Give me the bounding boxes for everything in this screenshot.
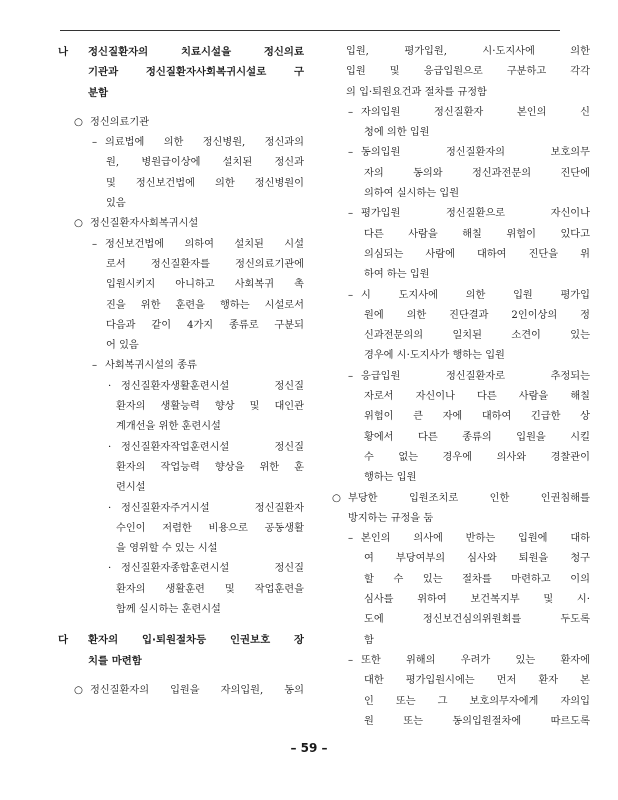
right-line [344, 570, 590, 590]
left-line [58, 153, 304, 173]
right-line-text: 입원, 평가입원, 시·도지사에 의한 [346, 46, 590, 57]
right-line [344, 448, 590, 468]
right-line-text: 대한 평가입원시에는 먼저 환자 본 [364, 675, 590, 687]
left-line [58, 356, 304, 376]
right-line-text: 입원 및 응급입원으로 구분하고 각각 [346, 66, 590, 78]
left-line [58, 681, 304, 701]
right-line [344, 468, 590, 488]
left-line [58, 499, 304, 519]
right-line-text: 하여 하는 입원 [364, 269, 430, 281]
left-line [58, 42, 304, 62]
right-line [344, 407, 590, 427]
left-line [58, 630, 304, 650]
right-line-marker: – [348, 208, 354, 220]
left-line-marker: · [108, 441, 112, 453]
left-line-marker: – [92, 137, 98, 149]
right-line [344, 326, 590, 346]
right-line-text: 원 또는 동의입원절차에 따르도록 [364, 715, 590, 727]
left-line-marker: · [108, 563, 112, 575]
left-line-text: 기관과 정신질환자사회복귀시설로 구 [88, 66, 304, 79]
right-line [344, 143, 590, 163]
right-line-text: 시 도지사에 의한 입원 평가입 [361, 289, 590, 301]
left-line-text: 로서 정신질환자를 정신의료기관에 [106, 258, 304, 270]
left-line [58, 651, 304, 671]
left-line-text: 어 있음 [106, 340, 139, 352]
left-line-text: 진을 위한 훈련을 행하는 시설로서 [106, 299, 304, 311]
right-line-text: 응급입원 정신질환자로 추정되는 [361, 370, 590, 382]
left-line-marker: · [108, 502, 112, 514]
right-line [344, 367, 590, 387]
right-line-text: 동의입원 정신질환자의 보호의무 [361, 147, 590, 159]
left-line [58, 458, 304, 478]
right-line [344, 529, 590, 549]
right-line-text: 부당한 입원조치로 인한 인권침해를 [348, 492, 590, 504]
left-line [58, 600, 304, 620]
right-line-text: 인 또는 그 보호의무자에게 자의입 [364, 695, 590, 707]
left-line [58, 275, 304, 295]
right-line-text: 황에서 다른 종류의 입원을 시킬 [364, 431, 590, 443]
right-line [344, 549, 590, 569]
left-line-marker: ○ [74, 116, 83, 128]
left-column [58, 42, 304, 701]
right-line-text: 할 수 있는 절차를 마련하고 이의 [364, 573, 590, 585]
right-line-text: 의하여 실시하는 입원 [364, 188, 460, 200]
right-line-text: 위험이 큰 자에 대하여 긴급한 상 [364, 411, 590, 423]
left-line-text: 및 정신보건법에 의한 정신병원이 [106, 177, 304, 189]
left-line-text: 정신질환자종합훈련시설 정신질 [121, 563, 304, 575]
left-line [58, 559, 304, 579]
left-line [58, 417, 304, 437]
left-line-text: 정신질환자작업훈련시설 정신질 [121, 441, 304, 453]
header-rule [60, 30, 560, 31]
left-line-text: 의료법에 의한 정신병원, 정신과의 [105, 137, 304, 149]
right-line-text: 도에 정신보건심의위원회를 두도록 [364, 614, 590, 626]
right-line-marker: – [348, 370, 354, 382]
left-line-text: 련시설 [116, 482, 146, 494]
left-line-text: 분함 [88, 86, 109, 99]
left-line-text: 을 영위할 수 있는 시설 [116, 543, 218, 555]
right-line-text: 의 입·퇴원요건과 절차를 규정함 [346, 86, 487, 98]
left-line-marker: – [92, 238, 98, 250]
left-line [58, 438, 304, 458]
right-line [344, 103, 590, 123]
left-line-text: 치를 마련함 [88, 654, 142, 667]
left-line-text: 환자의 작업능력 향상을 위한 훈 [116, 461, 304, 473]
left-line [58, 519, 304, 539]
right-line [344, 42, 590, 62]
right-line-text: 자의 동의와 정신과전문의 진단에 [364, 167, 590, 179]
left-line-marker: – [92, 360, 98, 372]
left-line-marker: 다 [58, 634, 69, 647]
right-line-text: 여 부당여부의 심사와 퇴원을 청구 [364, 553, 590, 565]
left-line-text: 정신의료기관 [90, 116, 150, 128]
left-line-text: 정신질환자생활훈련시설 정신질 [121, 380, 304, 392]
left-line [58, 296, 304, 316]
page-number: – 59 – [290, 741, 328, 755]
left-line [58, 397, 304, 417]
right-line-text: 본인의 의사에 반하는 입원에 대하 [361, 533, 590, 545]
left-line [58, 255, 304, 275]
right-line-text: 자의입원 정신질환자 본인의 신 [361, 106, 590, 118]
right-line [344, 123, 590, 143]
right-line-text: 다른 사람을 해칠 위험이 있다고 [364, 228, 590, 240]
right-line [344, 428, 590, 448]
right-column [332, 42, 590, 732]
left-line [58, 174, 304, 194]
right-line-text: 심사를 위하여 보건복지부 및 시· [364, 594, 590, 606]
left-line [58, 62, 304, 82]
left-line-marker: ○ [74, 218, 83, 230]
left-line [58, 113, 304, 133]
right-line [344, 245, 590, 265]
right-line [344, 62, 590, 82]
left-line [58, 336, 304, 356]
left-line-text: 정신질환자의 입원을 자의입원, 동의 [90, 684, 304, 696]
right-line [344, 83, 590, 103]
left-line [58, 539, 304, 559]
right-line-text: 경우에 시·도지사가 행하는 입원 [364, 350, 505, 362]
left-line-text: 입원시키지 아니하고 사회복귀 촉 [106, 279, 304, 291]
right-line-marker: – [348, 654, 354, 666]
right-line-marker: ○ [332, 492, 341, 504]
left-line-text: 함께 실시하는 훈련시설 [116, 604, 221, 616]
left-line-text: 사회복귀시설의 종류 [105, 360, 197, 372]
left-line-text: 환자의 생활능력 향상 및 대인관 [116, 401, 304, 413]
right-line [344, 590, 590, 610]
left-line [58, 133, 304, 153]
right-line [332, 489, 590, 509]
right-line [344, 184, 590, 204]
left-line-text: 환자의 생활훈련 및 작업훈련을 [116, 583, 304, 595]
left-line-marker: · [108, 380, 112, 392]
right-line [344, 712, 590, 732]
left-line-text: 수인이 저렴한 비용으로 공동생활 [116, 522, 304, 534]
right-line-text: 청에 의한 입원 [364, 127, 430, 139]
left-line [58, 478, 304, 498]
right-line [344, 225, 590, 245]
right-line-marker: – [348, 289, 354, 301]
left-line [58, 194, 304, 214]
right-line [344, 509, 590, 529]
right-line-text: 함 [364, 634, 374, 646]
right-line-text: 의심되는 사람에 대하여 진단을 위 [364, 248, 590, 260]
right-line-marker: – [348, 106, 354, 118]
right-line [344, 651, 590, 671]
left-line-text: 원, 병원급이상에 설치된 정신과 [106, 157, 304, 169]
right-line [344, 286, 590, 306]
left-line-marker: 나 [58, 46, 69, 58]
right-line [344, 204, 590, 224]
left-line [58, 214, 304, 234]
right-line [344, 631, 590, 651]
right-line [344, 346, 590, 366]
right-line-text: 또한 위해의 우려가 있는 환자에 [361, 654, 590, 666]
right-line-text: 자로서 자신이나 다른 사람을 해칠 [364, 391, 590, 403]
right-line [344, 265, 590, 285]
right-line [344, 164, 590, 184]
left-line-text: 정신질환자주거시설 정신질환자 [121, 502, 304, 514]
right-line [344, 671, 590, 691]
left-line-text: 있음 [106, 198, 126, 210]
left-line-text: 환자의 입·퇴원절차등 인권보호 장 [88, 634, 304, 647]
left-line [58, 580, 304, 600]
right-line-text: 평가입원 정신질환으로 자신이나 [361, 208, 590, 220]
left-line [58, 316, 304, 336]
left-line-text: 정신질환자사회복귀시설 [90, 218, 199, 230]
right-line [344, 692, 590, 712]
right-line [344, 610, 590, 630]
left-line [58, 83, 304, 103]
right-line-text: 신과전문의의 일치된 소견이 있는 [364, 330, 590, 342]
right-line-text: 행하는 입원 [364, 472, 417, 484]
left-line-text: 정신보건법에 의하여 설치된 시설 [105, 238, 304, 250]
right-line-marker: – [348, 147, 354, 159]
left-line-text: 계개선을 위한 훈련시설 [116, 421, 221, 433]
right-line [344, 306, 590, 326]
left-line-text: 다음과 같이 4가지 종류로 구분되 [106, 319, 304, 331]
left-line [58, 235, 304, 255]
right-line [344, 387, 590, 407]
left-line [58, 377, 304, 397]
right-line-text: 방지하는 규정을 둠 [348, 512, 434, 524]
left-line-marker: ○ [74, 684, 83, 696]
right-line-text: 원에 의한 진단결과 2인이상의 정 [364, 309, 590, 321]
left-line-text: 정신질환자의 치료시설을 정신의료 [88, 46, 304, 58]
right-line-text: 수 없는 경우에 의사와 경찰관이 [364, 451, 590, 463]
right-line-marker: – [348, 533, 354, 545]
